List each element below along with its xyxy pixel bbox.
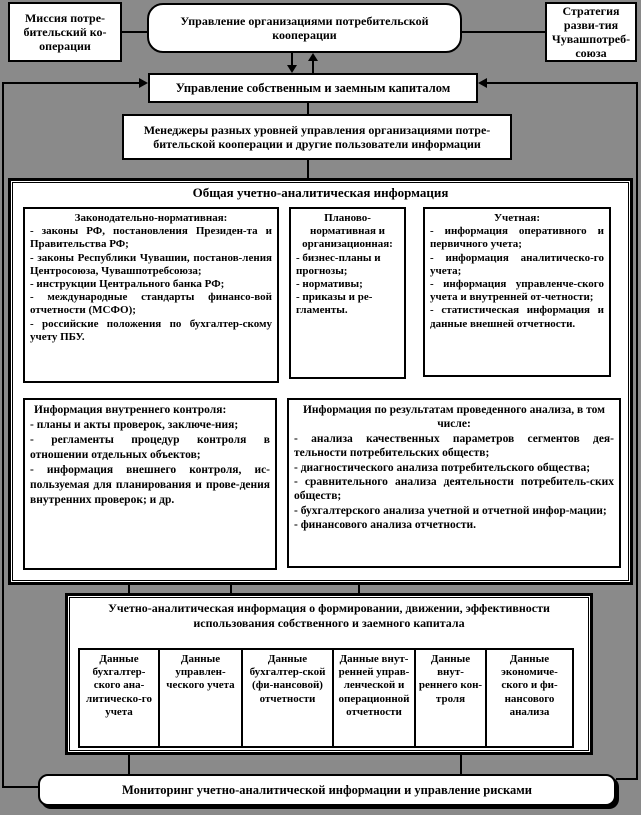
legal-item: - российские положения по бухгалтер-скому учету ПБУ. — [30, 317, 272, 343]
legal-item: - международные стандарты финансо-вой отчетности (МСФО); — [30, 291, 272, 317]
legal-item: - законы Республики Чувашии, постанов-ления Центросоюза, Чувашпотребсоюза; — [30, 251, 272, 277]
internal-control-item: - регламенты процедур контроля в отношении отдельных объектов; — [30, 433, 270, 461]
legal-info-title: Законодательно-нормативная: — [74, 212, 228, 224]
mission-box — [8, 2, 122, 62]
table-column: Данные управлен-ческого учета — [158, 648, 243, 748]
monitoring-label: Мониторинг учетно-аналитической информации и управление рисками — [122, 782, 532, 797]
connector-right-feedback-horizontal — [487, 82, 638, 84]
connector-table-to-monitoring-1 — [128, 755, 130, 775]
mission-label: Миссия потре-бительский ко-операции — [23, 10, 107, 54]
capital-management-box — [148, 73, 478, 103]
table-column: Данные внут-ренней управ-ленческой и операционной отчетности — [332, 648, 416, 748]
arrow-down-icon — [287, 65, 297, 73]
accounting-item: - информация оперативного и первичного учета; — [430, 225, 604, 251]
capital-info-columns — [78, 648, 580, 748]
analysis-results-box — [287, 398, 621, 568]
accounting-info-box — [423, 207, 611, 377]
general-info-frame — [8, 178, 633, 585]
connector-right-feedback-stub — [616, 778, 638, 780]
planning-info-box — [289, 207, 406, 379]
accounting-item: - информация аналитическо-го учета; — [430, 251, 604, 277]
internal-control-box — [23, 398, 277, 570]
analysis-results-title: Информация по результатам проведенного анализа, в том числе: — [302, 404, 606, 431]
management-orgs-box — [147, 3, 462, 53]
table-column: Данные бухгалтер-ского ана-литическо-го учета — [78, 648, 160, 748]
table-column: Данные внут-реннего кон-троля — [414, 648, 487, 748]
management-orgs-label: Управление организациями потребительской кооперации — [180, 13, 429, 42]
connector-mission-to-management — [122, 31, 147, 33]
planning-item: - приказы и ре-гламенты. — [296, 291, 373, 317]
monitoring-box — [38, 774, 616, 806]
table-column: Данные экономиче-ского и фи-нансового анализа — [485, 648, 574, 748]
managers-box — [122, 114, 512, 160]
strategy-label: Стратегия разви-тия Чувашпотреб-союза — [551, 3, 631, 61]
connector-management-up-line — [312, 60, 314, 73]
capital-info-title: Учетно-аналитическая информация о формировании, движении, эффективности использования собственного и заемного капитала — [108, 601, 550, 630]
capital-info-table — [65, 593, 593, 755]
legal-item: - инструкции Центрального банка РФ; — [30, 277, 225, 290]
analysis-item: - бухгалтерского анализа учетной и отчетной инфор-мации; — [294, 504, 607, 517]
table-column: Данные бухгалтер-ской (фи-нансовой) отчетности — [241, 648, 334, 748]
connector-left-feedback-horizontal — [2, 82, 139, 84]
connector-left-feedback-vertical — [2, 82, 4, 788]
connector-table-to-monitoring-2 — [460, 755, 462, 775]
managers-label: Менеджеры разных уровней управления организациями потре-бительской кооперации и другие пользователи информации — [143, 122, 491, 151]
internal-control-item: - информация внешнего контроля, ис-пользуемая для планирования и прове-дения внутренних проверок; и др. — [30, 463, 270, 506]
connector-left-feedback-stub — [2, 786, 39, 788]
legal-item: - законы РФ, постановления Президен-та и Правительства РФ; — [30, 225, 272, 251]
connector-right-feedback-vertical — [636, 82, 638, 780]
accounting-item: - информация управленче-ского учета и внутренней от-четности; — [430, 277, 604, 304]
arrow-right-icon — [139, 78, 148, 88]
connector-management-to-strategy — [462, 31, 545, 33]
planning-item: - нормативы; — [296, 277, 363, 290]
analysis-item: - финансового анализа отчетности. — [294, 519, 476, 531]
internal-control-item: - планы и акты проверок, заключе-ния; — [30, 418, 239, 431]
planning-item: - бизнес-планы и прогнозы; — [296, 251, 381, 277]
analysis-item: - диагностического анализа потребительского общества; — [294, 461, 591, 474]
connector-managers-to-general — [307, 160, 309, 178]
accounting-info-title: Учетная: — [493, 212, 540, 224]
analysis-item: - сравнительного анализа деятельности потребитель-ских обществ; — [294, 475, 614, 503]
legal-info-box — [23, 207, 279, 383]
general-info-title: Общая учетно-аналитическая информация — [192, 185, 449, 200]
capital-management-label: Управление собственным и заемным капиталом — [175, 80, 451, 95]
accounting-item: - статистическая информация и данные внешней отчетности. — [430, 304, 604, 330]
analysis-item: - анализа качественных параметров сегментов дея-тельности потребительских обществ; — [294, 432, 614, 460]
internal-control-title: Информация внутреннего контроля: — [34, 404, 227, 416]
connector-capital-to-managers — [307, 103, 309, 114]
arrow-left-icon — [478, 78, 487, 88]
strategy-box — [545, 2, 637, 62]
planning-info-title: Планово-нормативная и организационная: — [302, 212, 393, 251]
